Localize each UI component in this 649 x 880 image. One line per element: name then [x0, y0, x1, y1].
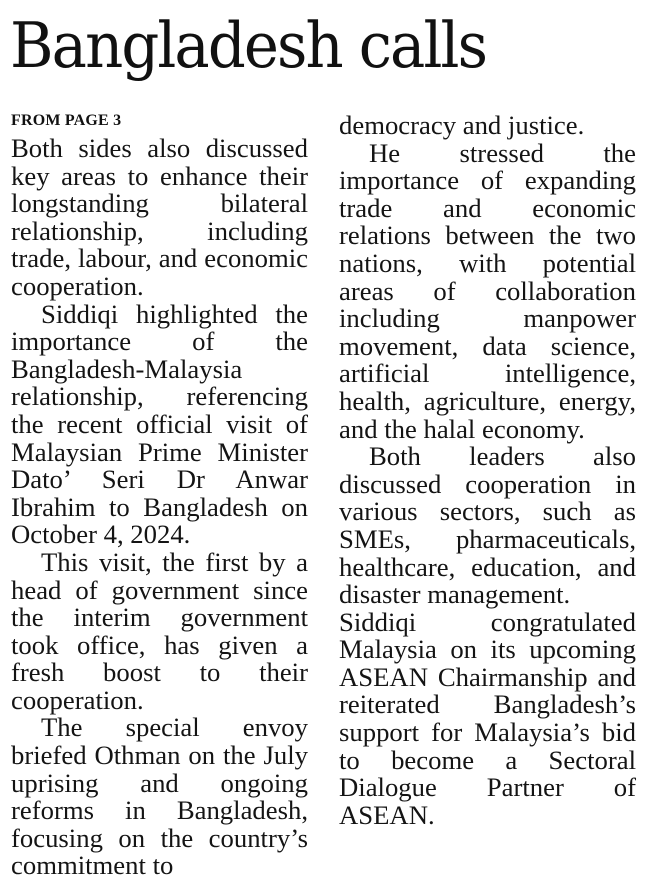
paragraph: Siddiqi highlighted the importance of the Bangladesh-Malaysia relationship, referencing the recent official visit of Malaysian Prime Minister Dato’ Seri Dr Anwar Ibrahim to Bangladesh on October 4, 2024.: [11, 298, 308, 550]
paragraph: He stressed the importance of expanding trade and economic relations between the two nations, with potential areas of collaboration including manpower movement, data science, artificial intelligence, health, agriculture, energy, and the halal economy.: [339, 137, 636, 444]
jump-label: FROM PAGE 3: [11, 112, 122, 129]
article-column-left: [11, 135, 308, 880]
paragraph: democracy and justice.: [339, 110, 585, 140]
paragraph: Both sides also discussed key areas to enhance their longstanding bilateral relationship, including trade, labour, and economic cooperation.: [11, 133, 308, 301]
article-headline: Bangladesh calls: [10, 9, 487, 82]
paragraph: Siddiqi congratulated Malaysia on its upcoming ASEAN Chairmanship and reiterated Bangladesh’s support for Malaysia’s bid to become a Sectoral Dialogue Partner of ASEAN.: [339, 606, 636, 830]
paragraph: This visit, the first by a head of government since the interim government took office, has given a fresh boost to their cooperation.: [11, 546, 308, 715]
paragraph: The special envoy briefed Othman on the July uprising and ongoing reforms in Bangladesh, focusing on the country’s commitment to: [11, 712, 308, 880]
article-column-right: [339, 112, 636, 829]
paragraph: Both leaders also discussed cooperation in various sectors, such as SMEs, pharmaceuticals, healthcare, education, and disaster management.: [339, 441, 636, 610]
